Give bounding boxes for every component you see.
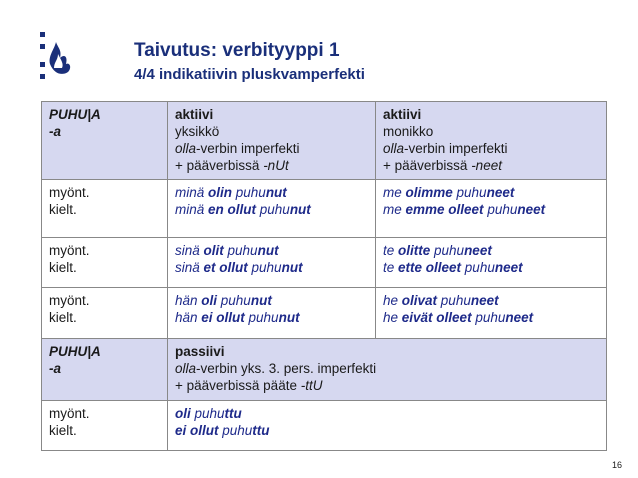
affirmative-form: hän oli puhunut bbox=[175, 293, 272, 308]
page-subtitle: 4/4 indikatiivin pluskvamperfekti bbox=[134, 66, 365, 83]
plural-forms bbox=[376, 180, 607, 238]
negative-form: ei ollut puhuttu bbox=[175, 423, 270, 438]
affirmative-form: me olimme puhuneet bbox=[383, 185, 515, 200]
negative-form: minä en ollut puhunut bbox=[175, 202, 311, 217]
plural-forms bbox=[376, 288, 607, 339]
aux-rule: olla-verbin yks. 3. pers. imperfekti bbox=[175, 361, 377, 376]
passive-header bbox=[168, 339, 607, 401]
number-label: yksikkö bbox=[175, 124, 220, 139]
singular-forms bbox=[168, 180, 376, 238]
university-logo bbox=[36, 28, 76, 86]
affirmative-form: oli puhuttu bbox=[175, 406, 242, 421]
affirmative-form: te olitte puhuneet bbox=[383, 243, 492, 258]
negative-form: hän ei ollut puhunut bbox=[175, 310, 300, 325]
table-row bbox=[42, 180, 607, 238]
table-row bbox=[42, 238, 607, 288]
conjugation-table bbox=[41, 101, 607, 451]
plural-forms bbox=[376, 238, 607, 288]
ending-rule: + pääverbissä -nUt bbox=[175, 158, 289, 173]
voice-heading: aktiivi bbox=[175, 107, 214, 122]
passive-forms bbox=[168, 401, 607, 451]
table-row bbox=[42, 288, 607, 339]
negative-form: me emme olleet puhuneet bbox=[383, 202, 546, 217]
voice-heading: aktiivi bbox=[383, 107, 422, 122]
passive-header-row bbox=[42, 339, 607, 401]
active-singular-header bbox=[168, 102, 376, 180]
aux-rule: olla-verbin imperfekti bbox=[383, 141, 508, 156]
flame-icon bbox=[36, 28, 76, 86]
singular-forms bbox=[168, 238, 376, 288]
verb-ending-label: -a bbox=[49, 361, 62, 376]
page-number: 16 bbox=[612, 460, 623, 470]
ending-rule: + pääverbissä -neet bbox=[383, 158, 502, 173]
verb-stem-label: PUHU|A bbox=[49, 344, 101, 359]
negative-form: he eivät olleet puhuneet bbox=[383, 310, 534, 325]
polarity-labels: myönt. kielt. bbox=[42, 238, 168, 288]
table-row bbox=[42, 401, 607, 451]
active-verb-cell bbox=[42, 102, 168, 180]
active-header-row bbox=[42, 102, 607, 180]
affirmative-form: sinä olit puhunut bbox=[175, 243, 279, 258]
passive-verb-cell bbox=[42, 339, 168, 401]
active-plural-header bbox=[376, 102, 607, 180]
polarity-labels: myönt. kielt. bbox=[42, 401, 168, 451]
verb-ending-label: -a bbox=[49, 124, 62, 139]
negative-form: sinä et ollut puhunut bbox=[175, 260, 303, 275]
affirmative-form: he olivat puhuneet bbox=[383, 293, 499, 308]
verb-stem-label: PUHU|A bbox=[49, 107, 101, 122]
page-title: Taivutus: verbityyppi 1 bbox=[134, 40, 340, 61]
aux-rule: olla-verbin imperfekti bbox=[175, 141, 300, 156]
polarity-labels: myönt. kielt. bbox=[42, 288, 168, 339]
polarity-labels: myönt. kielt. bbox=[42, 180, 168, 238]
negative-form: te ette olleet puhuneet bbox=[383, 260, 523, 275]
voice-heading: passiivi bbox=[175, 344, 225, 359]
affirmative-form: minä olin puhunut bbox=[175, 185, 287, 200]
number-label: monikko bbox=[383, 124, 434, 139]
ending-rule: + pääverbissä pääte -ttU bbox=[175, 378, 323, 393]
singular-forms bbox=[168, 288, 376, 339]
